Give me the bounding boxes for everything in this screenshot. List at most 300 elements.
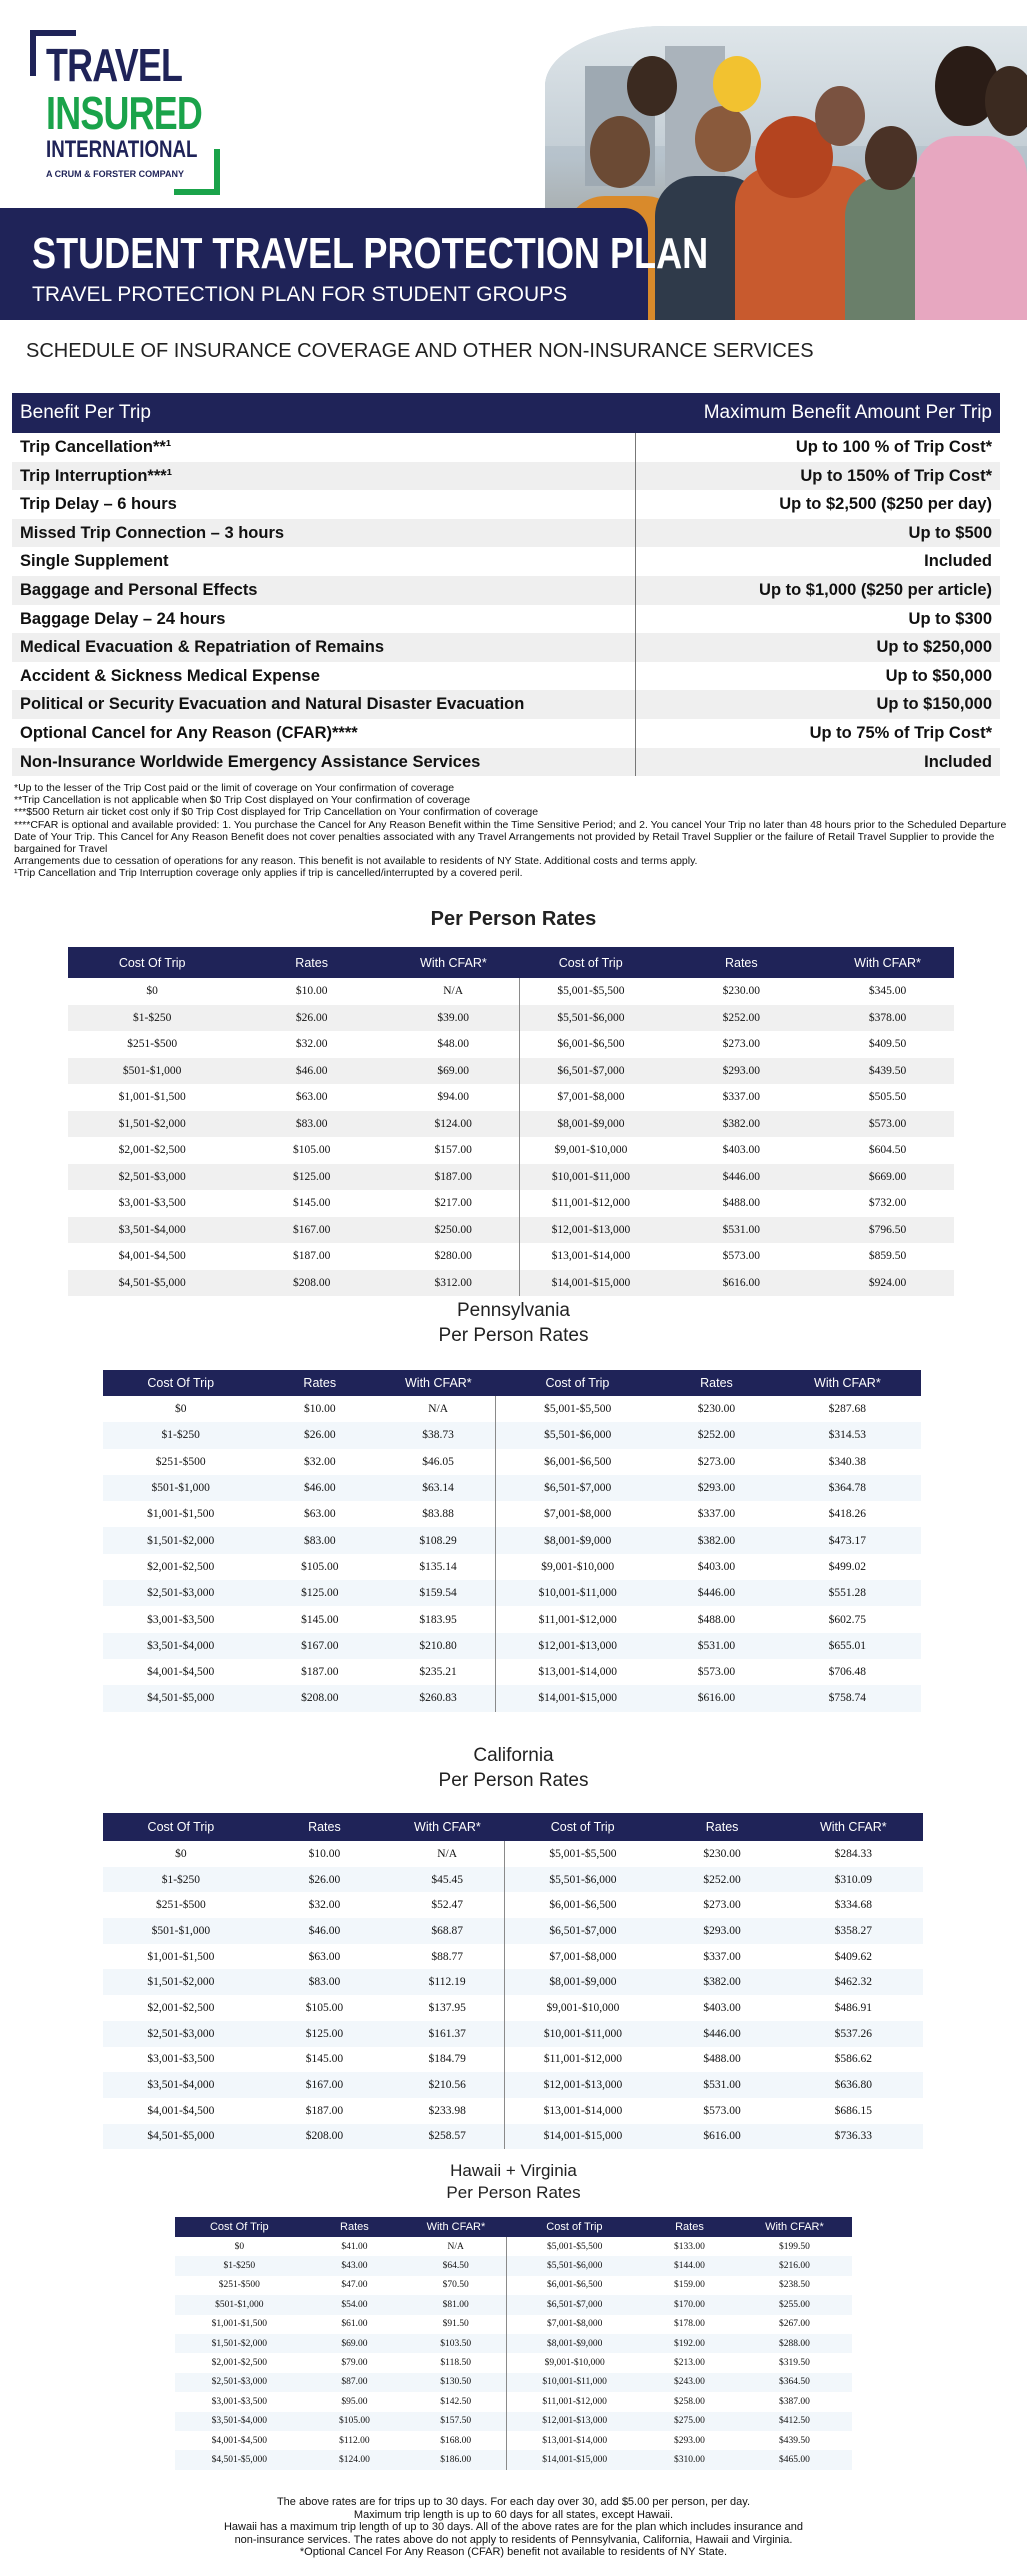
- rates-cell: $340.38: [828, 1455, 867, 1468]
- closing-note: non-insurance services. The rates above do not apply to residents of Pennsylvania, California, Hawaii and Virginia.: [234, 2533, 793, 2546]
- footnote: ***$500 Return air ticket cost only if $0 Trip Cost displayed for Trip Cancellation on Your confirmation of coverage: [14, 806, 539, 819]
- rates-cell: $11,001-$12,000: [520, 1190, 662, 1217]
- benefit-name: Medical Evacuation & Repatriation of Remains: [12, 633, 636, 662]
- rates-cell: $13,001-$14,000: [507, 2431, 642, 2450]
- rates-cell: $251-$500: [155, 1455, 206, 1468]
- rates-row: [68, 1058, 954, 1085]
- rates-cell: $251-$500: [155, 1899, 206, 1912]
- rates-cell: $573.00: [703, 2104, 741, 2117]
- rates-cell: $210.80: [381, 1633, 496, 1659]
- benefit-amount: Up to $50,000: [636, 662, 1000, 691]
- rates-column-header: Cost of Trip: [520, 947, 662, 978]
- benefit-amount: Up to 75% of Trip Cost*: [636, 719, 1000, 748]
- rates-column-header: Cost of Trip: [496, 1370, 660, 1396]
- rates-cell: $88.77: [431, 1950, 463, 1963]
- rates-cell: $105.00: [304, 2412, 406, 2431]
- rates-cell: $486.91: [834, 2001, 872, 2014]
- rates-cell: $70.50: [442, 2280, 469, 2291]
- rates-cell: $3,501-$4,000: [68, 1217, 236, 1244]
- rates-cell: $364.50: [737, 2373, 852, 2392]
- footnote: *Up to the lesser of the Trip Cost paid or the limit of coverage on Your confirmation of coverage: [14, 782, 455, 794]
- rates-column-header: Cost of Trip: [507, 2217, 642, 2237]
- rates-cell: $3,501-$4,000: [175, 2412, 304, 2431]
- rates-cell: $5,001-$5,500: [507, 2237, 642, 2256]
- rates-cell: $252.00: [661, 1867, 784, 1893]
- rates-cell: $859.50: [868, 1250, 907, 1263]
- rates-cell: $46.05: [422, 1455, 454, 1468]
- rates-cell: $4,001-$4,500: [147, 1666, 215, 1679]
- rates-cell: $473.17: [774, 1527, 921, 1553]
- rates-row: [103, 1867, 923, 1893]
- rates-row: [68, 1243, 954, 1270]
- benefit-row: [12, 719, 1000, 748]
- benefit-row: [12, 547, 1000, 576]
- rates-cell: $573.00: [821, 1111, 954, 1138]
- benefit-name: Missed Trip Connection – 3 hours: [12, 519, 636, 548]
- rates-cell: $238.50: [779, 2280, 810, 2291]
- rates-cell: $387.00: [779, 2396, 810, 2407]
- rates-cell: $706.48: [828, 1666, 867, 1679]
- rates-cell: $0: [146, 985, 158, 998]
- rates-cell: $5,501-$6,000: [520, 1005, 662, 1032]
- rates-cell: $796.50: [821, 1217, 954, 1244]
- rates-cell: $251-$500: [127, 1038, 178, 1051]
- rates-cell: N/A: [428, 1403, 448, 1416]
- rates-cell: $11,001-$12,000: [505, 2047, 661, 2073]
- rates-cell: $5,501-$6,000: [507, 2256, 642, 2275]
- rates-cell: $64.50: [405, 2256, 507, 2275]
- benefits-header-benefit: Benefit Per Trip: [12, 393, 636, 433]
- rates-row: [68, 1137, 954, 1164]
- closing-note: Maximum trip length is up to 60 days for all states, except Hawaii.: [353, 2508, 674, 2521]
- plan-title: STUDENT TRAVEL PROTECTION PLAN: [32, 229, 709, 278]
- rates-cell: $32.00: [303, 1455, 336, 1468]
- benefit-row: [12, 576, 1000, 605]
- rates-cell: $192.00: [642, 2334, 737, 2353]
- rates-cell: $233.98: [428, 2104, 466, 2117]
- rates-cell: $4,501-$5,000: [175, 2450, 304, 2469]
- rates-cell: $462.32: [784, 1969, 923, 1995]
- rates-header-row: [175, 2217, 852, 2237]
- rates-cell: $310.00: [642, 2450, 737, 2469]
- rates-cell: $9,001-$10,000: [520, 1137, 662, 1164]
- rates-cell: $159.00: [674, 2280, 705, 2291]
- rates-column-header: Cost Of Trip: [175, 2217, 304, 2237]
- rates-cell: $1,501-$2,000: [68, 1111, 236, 1138]
- rates-column-header: With CFAR*: [737, 2217, 852, 2237]
- rates-row: [175, 2256, 852, 2275]
- benefit-name: Trip Delay – 6 hours: [20, 495, 177, 514]
- rates-cell: $135.14: [419, 1560, 457, 1573]
- rates-row: [175, 2353, 852, 2372]
- rates-cell: $364.78: [774, 1475, 921, 1501]
- benefit-amount: Up to 100 % of Trip Cost*: [636, 433, 1000, 462]
- hv-rates-title-state: Hawaii + Virginia: [450, 2161, 577, 2180]
- rates-cell: $94.00: [437, 1091, 469, 1104]
- rates-cell: $178.00: [674, 2319, 705, 2330]
- rates-cell: $187.00: [292, 1250, 331, 1263]
- rates-cell: $382.00: [661, 1969, 784, 1995]
- rates-row: [68, 1270, 954, 1297]
- rates-cell: $293.00: [674, 2435, 705, 2446]
- rates-cell: $499.02: [828, 1560, 867, 1573]
- benefits-header-maximum: Maximum Benefit Amount Per Trip: [636, 393, 1000, 433]
- rates-column-header: With CFAR*: [774, 1370, 921, 1396]
- rates-cell: $47.00: [341, 2280, 368, 2291]
- rates-cell: $184.79: [428, 2053, 466, 2066]
- rates-cell: $46.00: [258, 1475, 381, 1501]
- rates-cell: $1,501-$2,000: [103, 1969, 259, 1995]
- rates-cell: $170.00: [642, 2295, 737, 2314]
- rates-cell: $157.50: [405, 2412, 507, 2431]
- rates-cell: $284.33: [834, 1847, 872, 1860]
- rates-cell: $2,001-$2,500: [147, 1560, 215, 1573]
- rates-cell: $124.00: [387, 1111, 520, 1138]
- rates-cell: $345.00: [868, 985, 907, 998]
- rates-cell: $105.00: [305, 2001, 344, 2014]
- rates-cell: $167.00: [259, 2072, 390, 2098]
- rates-cell: $10,001-$11,000: [496, 1580, 660, 1606]
- rates-column-header: With CFAR*: [405, 2217, 507, 2237]
- rates-cell: $69.00: [387, 1058, 520, 1085]
- rates-cell: $14,001-$15,000: [520, 1270, 662, 1297]
- rates-cell: $216.00: [737, 2256, 852, 2275]
- rates-cell: $12,001-$13,000: [507, 2412, 642, 2431]
- rates-cell: $3,001-$3,500: [147, 2053, 215, 2066]
- rates-cell: $87.00: [304, 2373, 406, 2392]
- rates-cell: $439.50: [821, 1058, 954, 1085]
- rates-cell: $230.00: [703, 1847, 741, 1860]
- rates-cell: $10.00: [308, 1847, 341, 1860]
- rates-cell: $12,001-$13,000: [505, 2072, 661, 2098]
- rates-cell: $0: [234, 2241, 245, 2252]
- rates-cell: $258.00: [674, 2396, 705, 2407]
- rates-cell: $63.00: [303, 1508, 336, 1521]
- rates-cell: $686.15: [834, 2104, 872, 2117]
- rates-cell: $501-$1,000: [103, 1475, 258, 1501]
- rates-cell: $26.00: [236, 1005, 387, 1032]
- logo-line-1: TRAVEL: [46, 39, 183, 91]
- rates-cell: $531.00: [662, 1217, 821, 1244]
- rates-cell: $83.00: [259, 1969, 390, 1995]
- rates-cell: $293.00: [659, 1475, 774, 1501]
- rates-row: [103, 1554, 921, 1580]
- rates-cell: $125.00: [258, 1580, 381, 1606]
- rates-cell: $230.00: [722, 985, 760, 998]
- rates-cell: $105.00: [301, 1560, 339, 1573]
- rates-cell: $337.00: [697, 1508, 736, 1521]
- benefit-row: [12, 433, 1000, 462]
- rates-cell: $13,001-$14,000: [520, 1243, 662, 1270]
- rates-cell: $260.83: [381, 1685, 496, 1711]
- rates-cell: $46.00: [236, 1058, 387, 1085]
- rates-cell: $273.00: [703, 1899, 741, 1912]
- rates-column-header: With CFAR*: [390, 1813, 505, 1841]
- rates-cell: $616.00: [659, 1685, 774, 1711]
- rates-cell: $8,001-$9,000: [505, 1969, 661, 1995]
- rates-cell: $10,001-$11,000: [505, 2021, 661, 2047]
- rates-cell: $551.28: [774, 1580, 921, 1606]
- rates-row: [103, 1396, 921, 1422]
- rates-cell: $488.00: [703, 2053, 741, 2066]
- rates-column-header: Cost Of Trip: [103, 1370, 258, 1396]
- rates-cell: $187.00: [305, 2104, 344, 2117]
- rates-cell: $1-$250: [175, 2256, 304, 2275]
- plan-title-banner: [0, 208, 709, 320]
- rates-cell: $186.00: [405, 2450, 507, 2469]
- rates-cell: $573.00: [697, 1666, 736, 1679]
- rates-row: [68, 1084, 954, 1111]
- rates-cell: $63.14: [381, 1475, 496, 1501]
- rates-cell: $382.00: [659, 1527, 774, 1553]
- benefit-row: [12, 462, 1000, 491]
- rates-cell: $9,001-$10,000: [496, 1554, 660, 1580]
- rates-row: [103, 1995, 923, 2021]
- rates-cell: $11,001-$12,000: [507, 2392, 642, 2411]
- rates-cell: $6,001-$6,500: [496, 1449, 660, 1475]
- rates-row: [68, 978, 954, 1005]
- rates-cell: $41.00: [341, 2241, 368, 2252]
- rates-cell: $505.50: [868, 1091, 907, 1104]
- rates-cell: $251-$500: [218, 2280, 260, 2291]
- rates-cell: $183.95: [419, 1613, 457, 1626]
- rates-cell: $267.00: [779, 2319, 810, 2330]
- benefit-amount: Included: [636, 748, 1000, 777]
- benefit-amount: Included: [636, 547, 1000, 576]
- rates-row: [103, 1606, 921, 1632]
- rates-cell: $4,001-$4,500: [211, 2435, 268, 2446]
- benefit-name: Optional Cancel for Any Reason (CFAR)****: [20, 723, 358, 742]
- main-rates-table: [68, 947, 954, 1296]
- rates-cell: $403.00: [703, 2001, 741, 2014]
- rates-column-header: With CFAR*: [381, 1370, 496, 1396]
- rates-cell: $125.00: [236, 1164, 387, 1191]
- rates-row: [175, 2373, 852, 2392]
- logo-tagline: A CRUM & FORSTER COMPANY: [46, 169, 184, 179]
- rates-row: [68, 1217, 954, 1244]
- rates-cell: $250.00: [387, 1217, 520, 1244]
- rates-cell: $293.00: [662, 1058, 821, 1085]
- rates-cell: $465.00: [737, 2450, 852, 2469]
- rates-row: [103, 1475, 921, 1501]
- rates-cell: $230.00: [697, 1403, 736, 1416]
- rates-cell: $4,501-$5,000: [68, 1270, 236, 1297]
- rates-cell: $573.00: [722, 1250, 760, 1263]
- rates-cell: $616.00: [661, 2124, 784, 2150]
- rates-cell: $83.00: [258, 1527, 381, 1553]
- rates-row: [103, 1527, 921, 1553]
- rates-column-header: Rates: [661, 1813, 784, 1841]
- rates-cell: $1-$250: [103, 1422, 258, 1448]
- rates-cell: $616.00: [662, 1270, 821, 1297]
- rates-cell: $167.00: [236, 1217, 387, 1244]
- rates-cell: $7,001-$8,000: [496, 1501, 660, 1527]
- rates-cell: $12,001-$13,000: [496, 1633, 660, 1659]
- ca-rates-title: Per Person Rates: [438, 1770, 589, 1791]
- rates-cell: $5,501-$6,000: [496, 1422, 660, 1448]
- rates-cell: $7,001-$8,000: [520, 1084, 662, 1111]
- rates-cell: $61.00: [341, 2319, 368, 2330]
- rates-cell: $4,501-$5,000: [103, 2124, 259, 2150]
- rates-cell: $95.00: [341, 2396, 368, 2407]
- footnote: **Trip Cancellation is not applicable when $0 Trip Cost displayed on Your confirmation of coverage: [14, 794, 471, 807]
- rates-cell: $2,001-$2,500: [118, 1144, 186, 1157]
- rates-header-row: [103, 1813, 923, 1841]
- rates-cell: $252.00: [662, 1005, 821, 1032]
- benefit-name: Accident & Sickness Medical Expense: [20, 666, 320, 685]
- rates-cell: $334.68: [834, 1899, 872, 1912]
- rates-cell: $199.50: [779, 2241, 810, 2252]
- rates-cell: $669.00: [821, 1164, 954, 1191]
- rates-column-header: With CFAR*: [821, 947, 954, 978]
- rates-row: [68, 1111, 954, 1138]
- rates-cell: $586.62: [834, 2053, 872, 2066]
- rates-cell: $312.00: [387, 1270, 520, 1297]
- rates-cell: $103.50: [405, 2334, 507, 2353]
- rates-cell: $210.56: [390, 2072, 505, 2098]
- rates-cell: $208.00: [259, 2124, 390, 2150]
- rates-row: [175, 2412, 852, 2431]
- rates-row: [175, 2392, 852, 2411]
- rates-cell: $26.00: [258, 1422, 381, 1448]
- rates-row: [103, 1918, 923, 1944]
- rates-cell: $187.00: [301, 1666, 339, 1679]
- rates-cell: $112.19: [390, 1969, 505, 1995]
- benefit-name: Baggage and Personal Effects: [12, 576, 636, 605]
- rates-column-header: With CFAR*: [387, 947, 520, 978]
- rates-cell: $14,001-$15,000: [505, 2124, 661, 2150]
- rates-cell: $133.00: [674, 2241, 705, 2252]
- rates-cell: $32.00: [295, 1038, 328, 1051]
- rates-cell: $14,001-$15,000: [507, 2450, 642, 2469]
- benefit-amount: Up to $500: [636, 519, 1000, 548]
- ca-rates-title-state: California: [473, 1745, 554, 1766]
- rates-cell: $6,501-$7,000: [496, 1475, 660, 1501]
- rates-cell: $732.00: [868, 1197, 907, 1210]
- rates-cell: $6,001-$6,500: [507, 2276, 642, 2295]
- rates-cell: $7,001-$8,000: [505, 1944, 661, 1970]
- rates-header-row: [68, 947, 954, 978]
- rates-cell: $32.00: [308, 1899, 341, 1912]
- rates-cell: $439.50: [779, 2435, 810, 2446]
- rates-cell: $382.00: [662, 1111, 821, 1138]
- benefit-name: Trip Cancellation**¹: [20, 438, 172, 456]
- rates-cell: $604.50: [868, 1144, 907, 1157]
- benefits-table: [12, 393, 1000, 776]
- logo-line-3: INTERNATIONAL: [46, 136, 198, 163]
- rates-cell: $38.73: [381, 1422, 496, 1448]
- rates-row: [175, 2450, 852, 2469]
- rates-cell: $3,001-$3,500: [211, 2396, 268, 2407]
- rates-cell: $167.00: [258, 1633, 381, 1659]
- rates-cell: N/A: [447, 2241, 464, 2252]
- rates-cell: $14,001-$15,000: [496, 1685, 660, 1711]
- rates-row: [68, 1190, 954, 1217]
- rates-cell: $758.74: [774, 1685, 921, 1711]
- rates-row: [103, 1633, 921, 1659]
- rates-cell: $403.00: [697, 1560, 736, 1573]
- rates-cell: $3,501-$4,000: [103, 2072, 259, 2098]
- benefit-row: [12, 633, 1000, 662]
- rates-cell: $293.00: [661, 1918, 784, 1944]
- rates-column-header: Rates: [259, 1813, 390, 1841]
- rates-cell: $446.00: [662, 1164, 821, 1191]
- rates-cell: $1,001-$1,500: [147, 1950, 215, 1963]
- rates-cell: $43.00: [304, 2256, 406, 2275]
- rates-cell: $26.00: [259, 1867, 390, 1893]
- rates-cell: $168.00: [440, 2435, 472, 2446]
- rates-cell: $403.00: [722, 1144, 760, 1157]
- rates-cell: $252.00: [659, 1422, 774, 1448]
- rates-row: [175, 2276, 852, 2295]
- rates-cell: $602.75: [828, 1613, 867, 1626]
- rates-cell: $531.00: [661, 2072, 784, 2098]
- rates-cell: $39.00: [387, 1005, 520, 1032]
- rates-cell: N/A: [437, 1847, 458, 1860]
- rates-row: [175, 2431, 852, 2450]
- rates-column-header: With CFAR*: [784, 1813, 923, 1841]
- rates-row: [103, 2021, 923, 2047]
- rates-cell: $8,001-$9,000: [507, 2334, 642, 2353]
- rates-row: [103, 2124, 923, 2150]
- rates-cell: $208.00: [258, 1685, 381, 1711]
- rates-cell: $81.00: [405, 2295, 507, 2314]
- rates-cell: $144.00: [642, 2256, 737, 2275]
- rates-cell: $275.00: [642, 2412, 737, 2431]
- benefit-name: Political or Security Evacuation and Natural Disaster Evacuation: [12, 690, 636, 719]
- benefit-amount: Up to $300: [636, 605, 1000, 634]
- rates-row: [103, 1841, 923, 1867]
- rates-cell: $63.00: [308, 1950, 341, 1963]
- rates-column-header: Rates: [662, 947, 821, 978]
- rates-cell: $130.50: [405, 2373, 507, 2392]
- rates-cell: $288.00: [737, 2334, 852, 2353]
- rates-column-header: Cost Of Trip: [103, 1813, 259, 1841]
- rates-cell: $54.00: [304, 2295, 406, 2314]
- pennsylvania-rates-table: [103, 1370, 921, 1712]
- rates-cell: $12,001-$13,000: [520, 1217, 662, 1244]
- rates-cell: $6,001-$6,500: [505, 1892, 661, 1918]
- rates-cell: $145.00: [301, 1613, 339, 1626]
- rates-cell: $161.37: [390, 2021, 505, 2047]
- rates-column-header: Rates: [258, 1370, 381, 1396]
- benefit-row: [12, 690, 1000, 719]
- footnote: ¹Trip Cancellation and Trip Interruption coverage only applies if trip is cancelled/interrupted by a covered peril.: [14, 867, 523, 880]
- rates-cell: $1,001-$1,500: [147, 1508, 215, 1521]
- rates-cell: $1,501-$2,000: [175, 2334, 304, 2353]
- rates-cell: $1-$250: [68, 1005, 236, 1032]
- rates-cell: $137.95: [428, 2001, 466, 2014]
- main-rates-title: Per Person Rates: [430, 908, 597, 930]
- rates-cell: $3,501-$4,000: [103, 1633, 258, 1659]
- benefit-row: [12, 605, 1000, 634]
- hv-rates-title: Per Person Rates: [446, 2183, 581, 2202]
- rates-cell: $0: [174, 1403, 187, 1416]
- rates-column-header: Rates: [642, 2217, 737, 2237]
- rates-row: [103, 1501, 921, 1527]
- benefit-amount: Up to $250,000: [636, 633, 1000, 662]
- rates-cell: $319.50: [779, 2358, 810, 2369]
- rates-cell: $5,001-$5,500: [505, 1841, 661, 1867]
- rates-cell: $537.26: [784, 2021, 923, 2047]
- rates-cell: $5,501-$6,000: [505, 1867, 661, 1893]
- rates-cell: $83.88: [422, 1508, 454, 1521]
- rates-cell: $9,001-$10,000: [505, 1995, 661, 2021]
- closing-note: Hawaii has a maximum trip length of up to 30 days. All of the above rates are for the plan which includes insurance and: [223, 2521, 804, 2533]
- rates-column-header: Rates: [659, 1370, 774, 1396]
- rates-row: [68, 1005, 954, 1032]
- rates-cell: $91.50: [442, 2319, 469, 2330]
